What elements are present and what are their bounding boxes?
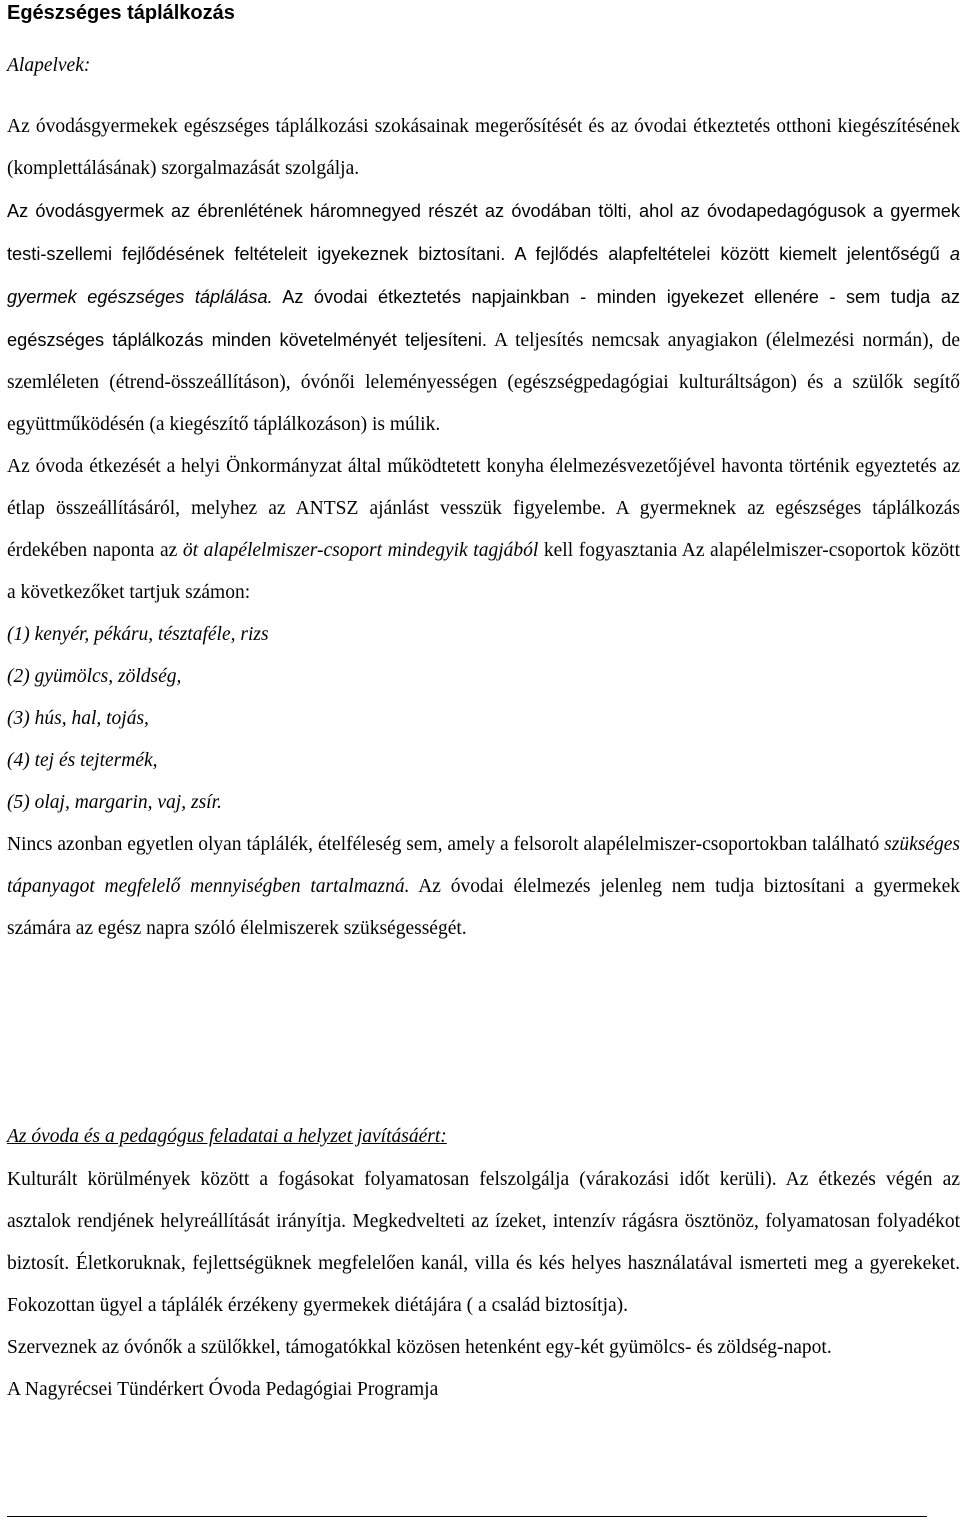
tasks-section — [7, 1159, 960, 1411]
paragraph-nutrients — [7, 824, 960, 950]
paragraph-kitchen-part1: Az óvoda étkezését a helyi Önkormányzat által működtetett konyha élelmezésvezetőjével havonta történik egyeztetés az étlap összeállításáról, melyhez az ANTSZ ajánlást vesszük figyelembe. A gyermeknek az egészséges táplálkozás érdekében naponta az — [7, 456, 960, 561]
emphasis-five-food-groups: öt alapélelmiszer-csoport mindegyik tagjából — [182, 540, 539, 561]
emphasis-healthy-nutrition: a gyermek egészséges táplálása. — [7, 244, 960, 307]
emphasis-required-nutrients: szükséges tápanyagot megfelelő mennyiségben tartalmazná. — [7, 834, 960, 897]
food-group-list — [7, 614, 960, 824]
list-item: (1) kenyér, pékáru, tésztaféle, rizs — [7, 624, 269, 645]
principles-section — [7, 106, 960, 950]
list-item: (2) gyümölcs, zöldség, — [7, 666, 182, 687]
footer-program-title: A Nagyrécsei Tündérkert Óvoda Pedagógiai Programja — [7, 1379, 439, 1400]
list-item: (4) tej és tejtermék, — [7, 750, 158, 771]
principles-label: Alapelvek: — [7, 55, 91, 76]
footer-divider — [7, 1516, 927, 1517]
paragraph-nutrients-part1: Nincs azonban egyetlen olyan táplálék, ételféleség sem, amely a felsorolt alapélelmiszer-csoportokban található — [7, 834, 885, 855]
tasks-heading: Az óvoda és a pedagógus feladatai a helyzet javításáért: — [7, 1126, 447, 1147]
paragraph-tasks: Kulturált körülmények között a fogásokat folyamatosan felszolgálja (várakozási időt kerüli). Az étkezés végén az asztalok rendjének helyreállítását irányítja. Megkedvelteti az ízeket, intenzív rágásra ösztönöz, folyamatosan folyadékot biztosít. Életkoruknak, fejlettségüknek megfelelően kanál, villa és kés helyes használatával ismerteti meg a gyerekeket. Fokozottan ügyel a táplálék érzékeny gyermekek diétájára ( a család biztosítja). — [7, 1169, 960, 1316]
paragraph-development-part3: A teljesítés nemcsak anyagiakon (élelmezési normán), de szemléleten (étrend-összeállításon), óvónői leleményességen (egészségpedagógiai kulturáltságon) és a szülők segítő együttműködésén (a kiegészítő táplálkozáson) is múlik. — [7, 330, 960, 435]
document-title: Egészséges táplálkozás — [7, 2, 235, 24]
paragraph-development — [7, 190, 960, 446]
paragraph-kitchen — [7, 446, 960, 614]
paragraph-development-part1: Az óvodásgyermek az ébrenlétének háromnegyed részét az óvodában tölti, ahol az óvodapedagógusok a gyermek testi-szellemi fejlődésének feltételeit igyekeznek biztosítani. A fejlődés alapfeltételei között kiemelt jelentőségű — [7, 201, 960, 264]
paragraph-kitchen-part2: kell fogyasztania Az alapélelmiszer-csoportok között a következőket tartjuk számon: — [7, 540, 960, 603]
list-item: (3) hús, hal, tojás, — [7, 708, 149, 729]
paragraph-fruit-day: Szerveznek az óvónők a szülőkkel, támogatókkal közösen hetenként egy-két gyümölcs- és zöldség-napot. — [7, 1337, 832, 1358]
paragraph-nutrients-part2: Az óvodai élelmezés jelenleg nem tudja biztosítani a gyermekek számára az egész napra szóló élelmiszerek szükségességét. — [7, 876, 960, 939]
list-item: (5) olaj, margarin, vaj, zsír. — [7, 792, 222, 813]
paragraph-intro: Az óvodásgyermekek egészséges táplálkozási szokásainak megerősítését és az óvodai étkeztetés otthoni kiegészítésének (komplettálásának) szorgalmazását szolgálja. — [7, 116, 960, 179]
paragraph-development-part2: Az óvodai étkeztetés napjainkban - minden igyekezet ellenére - sem tudja az egészséges táplálkozás minden követelményét teljesíteni. — [7, 287, 960, 350]
